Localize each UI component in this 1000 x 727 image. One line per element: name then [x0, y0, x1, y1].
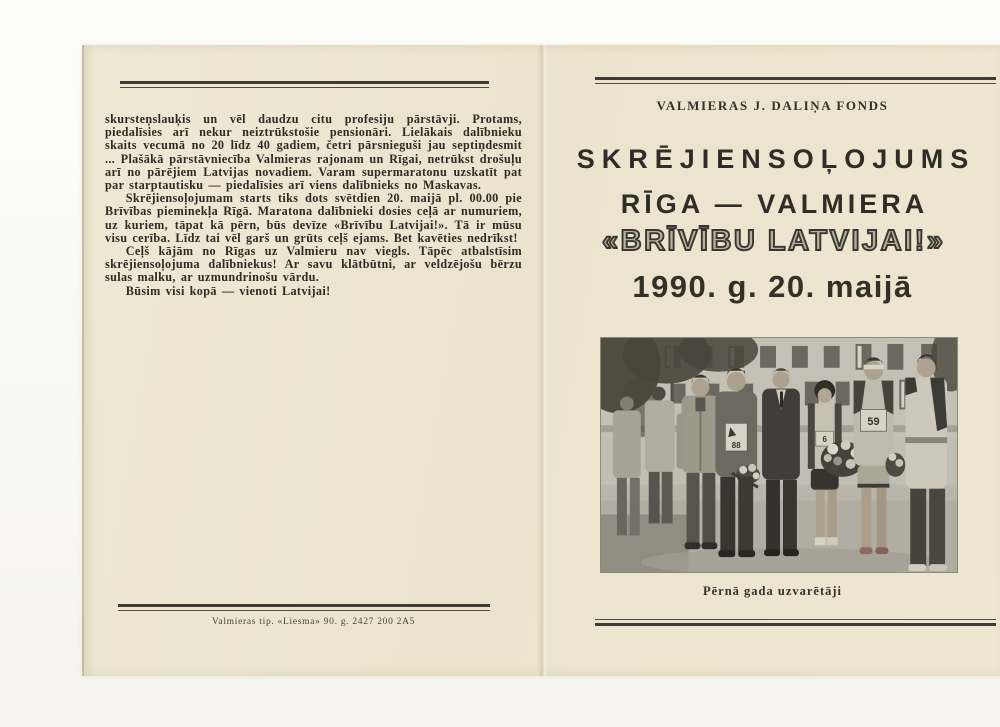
printer-imprint: Valmieras tip. «Liesma» 90. g. 2427 200 2A5: [211, 617, 416, 627]
title-riga-valmiera: RĪGA — VALMIERA: [620, 189, 929, 219]
photo-vignette: [601, 338, 957, 572]
title-skrejiensolojums: SKRĒJIENSOĻOJUMS: [576, 144, 976, 174]
paragraph: Būsim visi kopā — vienoti Latvijai!: [125, 283, 331, 298]
winners-photo: [600, 337, 958, 573]
bib-number-88: 88: [731, 441, 741, 451]
right-page-top-rule: [595, 77, 996, 84]
left-page-bottom-rule: [118, 604, 490, 611]
winners-photo-illustration: [601, 338, 957, 572]
paragraph: Skrējiensoļojumam starts tiks dots svētdien 20. maijā pl. 00.00 pie Brīvības pieminekļa Rīgā. Maratona dalībnieki dosies ceļā ar numuriem, uz kuriem, tāpat kā pērn, būs devīze «Brīvību Latvijai!». Tā ir mūsu visu cerība. Līdz tai vēl garš un grūts ceļš ejams. Bet kavēties nedrīkst!: [105, 191, 522, 245]
center-fold: [538, 45, 548, 676]
paragraph: Ceļš kājām no Rīgas uz Valmieru nav viegls. Tāpēc atbalstīsim skrējiensoļojuma dalībniekus! Ar savu klātbūtni, ar veldzējošu bērzu sulas malku, ar uzmundrinošu vārdu.: [105, 244, 522, 285]
left-page-body-text: [105, 113, 522, 298]
left-page-top-rule: [120, 81, 489, 88]
photo-caption: Pērnā gada uzvarētāji: [702, 584, 843, 598]
paragraph: skursteņslauķis un vēl daudzu citu profesiju pārstāvji. Protams, piedalīsies arī nekur neiztrūkstošie pensionāri. Lielākais dalībnieku skaits vecumā no 20 līdz 40 gadiem, četri pārsnieguši jau septiņdesmit ... Plašākā pārstāvniecība Valmieras rajonam un Rīgai, netrūkst drošuļu arī no pārējiem Latvijas novadiem. Varam supermaratonu uzskatīt pat par starptautisku — piedalīsies arī viens dalībnieks no Maskavas.: [105, 112, 522, 193]
bib-number-6: 6: [822, 435, 827, 445]
right-page-bottom-rule: [595, 619, 996, 626]
title-date: 1990. g. 20. maijā: [632, 269, 913, 304]
fund-header: VALMIERAS J. DALIŅA FONDS: [656, 98, 889, 113]
bib-number-59: 59: [867, 416, 880, 429]
title-brivibu-latvijai: «BRĪVĪBU LATVIJAI!»: [602, 225, 946, 257]
